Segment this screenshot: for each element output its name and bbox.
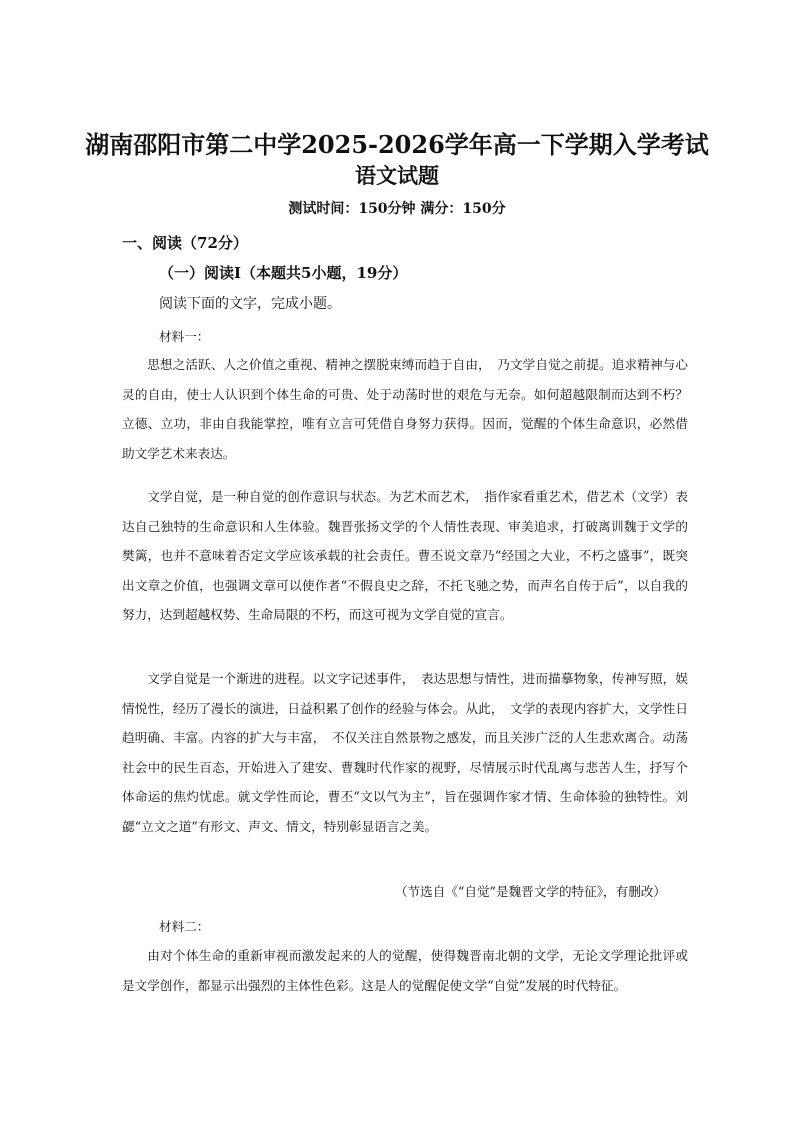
subsection-heading: （一）阅读I（本题共5小题，19分） [159, 264, 408, 282]
exam-meta: 测试时间：150分钟 满分：150分 [288, 201, 506, 217]
source-note: （节选自《“自觉”是魏晋文学的特征》，有删改） [394, 884, 666, 899]
material-one-paragraph-1: 思想之活跃、人之价值之重视、精神之摆脱束缚而趋于自由， 乃文学自觉之前提。追求精神与心灵的自由，使士人认识到个体生命的可贵、处于动荡时世的艰危与无奈。如何超越限制而达到不朽？立德、立功，非由自我能掌控，唯有立言可凭借自身努力获得。因而，觉醒的个体生命意识，必然借助文学艺术来表达。 [122, 357, 688, 461]
section-heading: 一、阅读（72分） [122, 234, 248, 252]
exam-subtitle: 语文试题 [355, 163, 439, 188]
material-one-label: 材料一： [159, 329, 210, 344]
material-one-paragraph-3: 文学自觉是一个渐进的进程。以文字记述事件， 表达思想与情性，进而描摹物象，传神写照，娱情悦性，经历了漫长的演进，日益积累了创作的经验与体会。从此， 文学的表现内容扩大，文学性日趋明确、丰富。内容的扩大与丰富， 不仅关注自然景物之感发，而且关涉广泛的人生悲欢离合。动荡社会中的民生百态，开始进入了建安、曹魏时代作家的视野，尽情展示时代乱离与悲苦人生，抒写个体命运的焦灼忧虑。就文学性而论，曹丕“文以气为主”，旨在强调作家才情、生命体验的独特性。刘勰“立文之道”有形文、声文、情文，特别彰显语言之美。 [122, 671, 688, 834]
material-two-paragraph-1: 由对个体生命的重新审视而激发起来的人的觉醒，使得魏晋南北朝的文学，无论文学理论批评或是文学创作，都显示出强烈的主体性色彩。这是人的觉醒促使文学“自觉”发展的时代特征。 [122, 948, 688, 993]
instruction-text: 阅读下面的文字，完成小题。 [159, 296, 341, 312]
material-two-label: 材料二： [159, 919, 210, 934]
material-one-paragraph-2: 文学自觉，是一种自觉的创作意识与状态。为艺术而艺术， 指作家看重艺术，借艺术（文学）表达自己独特的生命意识和人生体验。魏晋张扬文学的个人情性表现、审美追求，打破离训魏于文学的樊篱，也并不意味着否定文学应该承载的社会责任。曹丕说文章乃“经国之大业，不朽之盛事”，既突出文章之价值，也强调文章可以使作者“不假良史之辞，不托飞驰之势，而声名自传于后”，以自我的努力，达到超越权势、生命局限的不朽，而这可视为文学自觉的宣言。 [122, 489, 688, 623]
exam-title: 湖南邵阳市第二中学2025-2026学年高一下学期入学考试 [85, 130, 709, 159]
